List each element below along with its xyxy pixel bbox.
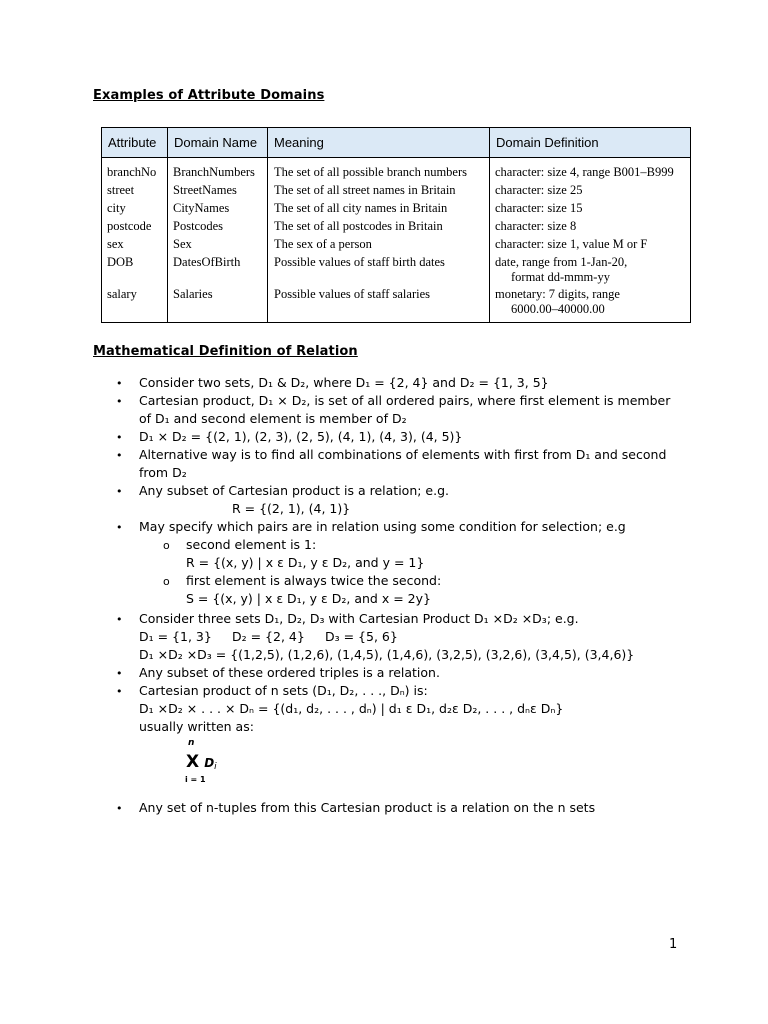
bullet-marker: • [116, 431, 123, 444]
set-definition: D₁ = {1, 3} [139, 629, 212, 644]
attribute-domains-table [101, 127, 691, 323]
table-cell-domain-name: BranchNumbers [173, 165, 255, 179]
table-cell-definition: character: size 4, range B001–B999 [495, 165, 674, 179]
table-header-meaning: Meaning [274, 135, 324, 150]
section-title-attribute-domains: Examples of Attribute Domains [93, 88, 325, 103]
table-cell-domain-name: CityNames [173, 201, 230, 215]
list-item: Alternative way is to find all combinations of elements with first from D₁ and second [139, 447, 667, 462]
product-lower-limit: i = 1 [185, 775, 206, 784]
list-item: D₁ × D₂ = {(2, 1), (2, 3), (2, 5), (4, 1), (4, 3), (4, 5)} [139, 429, 463, 444]
list-item: Cartesian product of n sets (D₁, D₂, . . ., Dₙ) is: [139, 683, 428, 698]
list-item-continued: usually written as: [139, 719, 254, 734]
list-item: Any set of n-tuples from this Cartesian product is a relation on the n sets [139, 800, 596, 815]
table-cell-definition: character: size 8 [495, 219, 577, 233]
list-item: Consider two sets, D₁ & D₂, where D₁ = {2, 4} and D₂ = {1, 3, 5} [139, 375, 549, 390]
table-header-row [102, 128, 690, 158]
table-cell-definition: monetary: 7 digits, range [495, 287, 620, 301]
table-cell-meaning: The set of all postcodes in Britain [274, 219, 443, 233]
list-item: Any subset of Cartesian product is a relation; e.g. [139, 483, 450, 498]
bullet-marker: • [116, 802, 123, 815]
table-cell-attribute: salary [107, 287, 137, 301]
table-cell-definition: character: size 1, value M or F [495, 237, 648, 251]
table-cell-attribute: branchNo [107, 165, 157, 179]
section-title-mathematical-definition: Mathematical Definition of Relation [93, 344, 358, 359]
bullet-marker: • [116, 667, 123, 680]
table-header-attribute: Attribute [108, 135, 157, 150]
bullet-marker: • [116, 685, 123, 698]
table-cell-meaning: Possible values of staff birth dates [274, 255, 445, 269]
list-item-continued: D₁ ×D₂ ×D₃ = {(1,2,5), (1,2,6), (1,4,5), (1,4,6), (3,2,5), (3,2,6), (3,4,5), (3,4,6)} [139, 647, 635, 662]
set-definition: D₂ = {2, 4} [232, 629, 305, 644]
table-cell-domain-name: Sex [173, 237, 192, 251]
table-cell-attribute: city [107, 201, 126, 215]
list-item-continued: from D₂ [139, 465, 187, 480]
table-cell-meaning: The set of all possible branch numbers [274, 165, 468, 179]
table-divider [167, 128, 168, 322]
sub-list-item-continued: R = {(x, y) | x ε D₁, y ε D₂, and y = 1} [186, 555, 425, 570]
product-symbol: X [186, 752, 200, 772]
table-cell-definition-continued: format dd-mmm-yy [511, 270, 610, 284]
table-cell-attribute: postcode [107, 219, 152, 233]
sub-list-item: second element is 1: [186, 537, 317, 552]
list-item-continued: D₁ ×D₂ × . . . × Dₙ = {(d₁, d₂, . . . , dₙ) | d₁ ε D₁, d₂ε D₂, . . . , dₙε Dₙ} [139, 701, 564, 716]
page-number: 1 [669, 937, 678, 952]
table-cell-definition: date, range from 1-Jan-20, [495, 255, 628, 269]
list-item: Consider three sets D₁, D₂, D₃ with Cartesian Product D₁ ×D₂ ×D₃; e.g. [139, 611, 579, 626]
table-cell-domain-name: Postcodes [173, 219, 223, 233]
bullet-marker: • [116, 485, 123, 498]
list-item: Any subset of these ordered triples is a relation. [139, 665, 440, 680]
table-cell-definition-continued: 6000.00–40000.00 [511, 302, 605, 316]
table-cell-attribute: DOB [107, 255, 134, 269]
table-divider [267, 128, 268, 322]
cartesian-product-notation [186, 752, 217, 772]
product-term-subscript: i [214, 762, 217, 772]
table-cell-domain-name: Salaries [173, 287, 213, 301]
table-divider [489, 128, 490, 322]
sub-bullet-marker: o [163, 575, 170, 588]
table-cell-domain-name: StreetNames [173, 183, 237, 197]
sub-bullet-marker: o [163, 539, 170, 552]
table-cell-meaning: The sex of a person [274, 237, 372, 251]
sub-list-item: first element is always twice the second: [186, 573, 442, 588]
table-cell-attribute: street [107, 183, 135, 197]
bullet-marker: • [116, 521, 123, 534]
table-cell-meaning: The set of all city names in Britain [274, 201, 448, 215]
table-cell-definition: character: size 15 [495, 201, 583, 215]
product-upper-limit: n [188, 738, 195, 748]
bullet-marker: • [116, 377, 123, 390]
table-cell-definition: character: size 25 [495, 183, 583, 197]
table-cell-attribute: sex [107, 237, 124, 251]
table-cell-meaning: Possible values of staff salaries [274, 287, 430, 301]
table-header-domain-name: Domain Name [174, 135, 258, 150]
list-item-continued: of D₁ and second element is member of D₂ [139, 411, 407, 426]
sub-list-item-continued: S = {(x, y) | x ε D₁, y ε D₂, and x = 2y} [186, 591, 431, 606]
list-item: May specify which pairs are in relation using some condition for selection; e.g [139, 519, 626, 534]
bullet-marker: • [116, 613, 123, 626]
set-definition: D₃ = {5, 6} [325, 629, 398, 644]
table-header-domain-definition: Domain Definition [496, 135, 599, 150]
table-cell-meaning: The set of all street names in Britain [274, 183, 456, 197]
list-item: Cartesian product, D₁ × D₂, is set of all ordered pairs, where first element is member [139, 393, 671, 408]
table-cell-domain-name: DatesOfBirth [173, 255, 241, 269]
product-term: D [204, 756, 215, 770]
relation-example: R = {(2, 1), (4, 1)} [232, 501, 351, 516]
bullet-marker: • [116, 449, 123, 462]
bullet-marker: • [116, 395, 123, 408]
